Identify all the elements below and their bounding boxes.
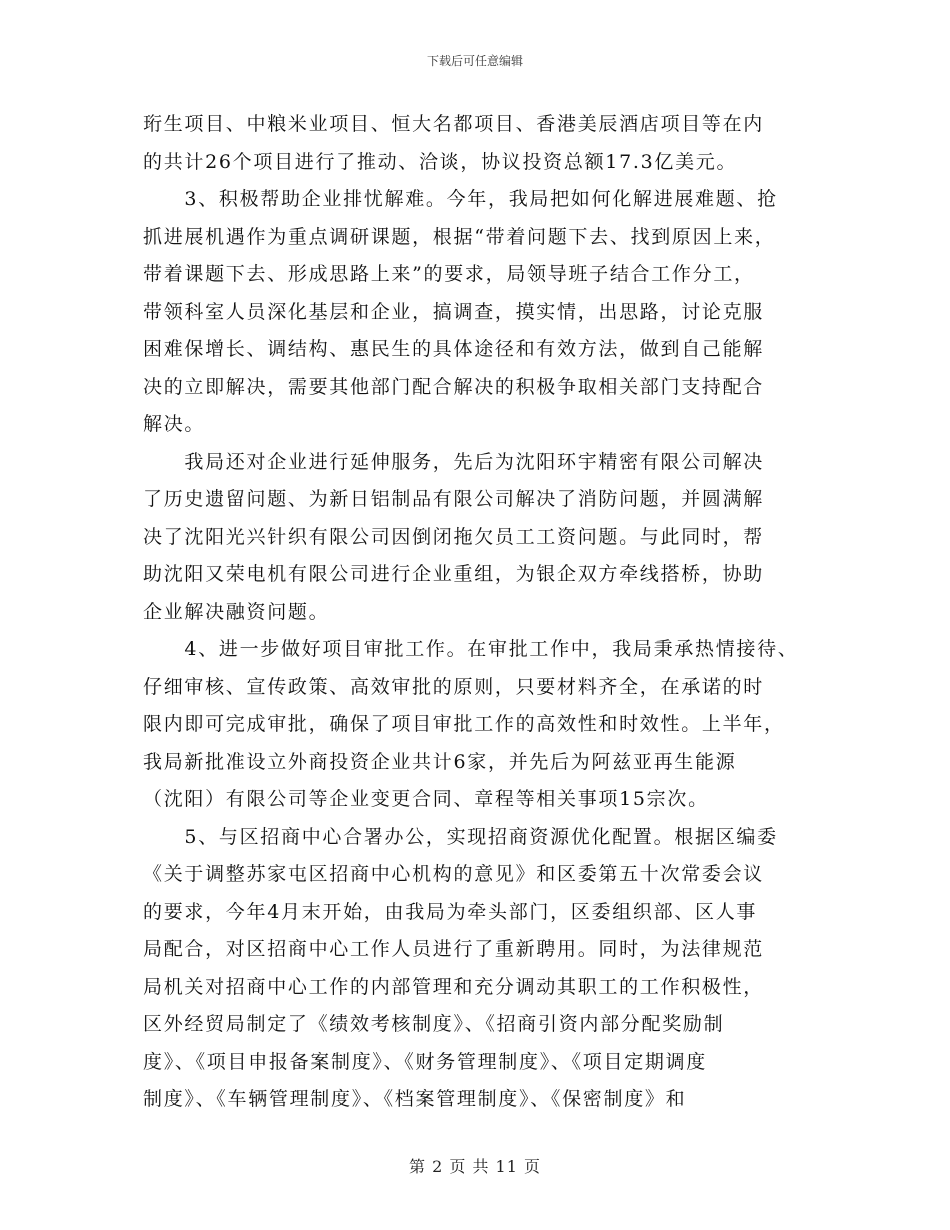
body-line: 带着课题下去、形成思路上来”的要求，局领导班子结合工作分工， bbox=[143, 263, 755, 285]
page-header: 下载后可任意编辑 bbox=[426, 54, 523, 68]
body-line: 局配合，对区招商中心工作人员进行了重新聘用。同时，为法律规范 bbox=[143, 938, 765, 960]
body-line: （沈阳）有限公司等企业变更合同、章程等相关事项15宗次。 bbox=[143, 788, 709, 810]
body-line: 解决。 bbox=[143, 413, 206, 435]
document-body bbox=[143, 106, 823, 1119]
body-line: 带领科室人员深化基层和企业，搞调查，摸实情，出思路，讨论克服 bbox=[143, 300, 765, 323]
body-line: 了历史遗留问题、为新日铝制品有限公司解决了消防问题，并圆满解 bbox=[143, 488, 765, 510]
body-line: 决的立即解决，需要其他部门配合解决的积极争取相关部门支持配合 bbox=[143, 375, 765, 398]
body-line: 决了沈阳光兴针织有限公司因倒闭拖欠员工工资问题。与此同时，帮 bbox=[143, 525, 765, 548]
body-line: 珩生项目、中粮米业项目、恒大名都项目、香港美辰酒店项目等在内 bbox=[143, 113, 765, 135]
page-footer: 第 2 页 共 11 页 bbox=[409, 1157, 541, 1176]
body-line: 的要求，今年4月末开始，由我局为牵头部门，区委组织部、区人事 bbox=[143, 900, 758, 923]
body-line: 企业解决融资问题。 bbox=[143, 600, 330, 623]
body-line: 抓进展机遇作为重点调研课题，根据“带着问题下去、找到原因上来， bbox=[143, 225, 776, 248]
body-line: 《关于调整苏家屯区招商中心机构的意见》和区委第五十次常委会议 bbox=[143, 863, 765, 885]
body-line: 仔细审核、宣传政策、高效审批的原则，只要材料齐全，在承诺的时 bbox=[143, 675, 765, 698]
body-line: 局机关对招商中心工作的内部管理和充分调动其职工的工作积极性， bbox=[143, 975, 765, 998]
body-line: 度》、《项目申报备案制度》、《财务管理制度》、《项目定期调度 bbox=[143, 1050, 708, 1073]
body-line: 4、进一步做好项目审批工作。在审批工作中，我局秉承热情接待、 bbox=[143, 638, 799, 660]
body-line: 5、与区招商中心合署办公，实现招商资源优化配置。根据区编委 bbox=[143, 825, 778, 848]
body-line: 区外经贸局制定了《绩效考核制度》、《招商引资内部分配奖励制 bbox=[143, 1013, 725, 1035]
body-line: 我局还对企业进行延伸服务，先后为沈阳环宇精密有限公司解决 bbox=[143, 450, 765, 473]
body-line: 的共计26个项目进行了推动、洽谈，协议投资总额17.3亿美元。 bbox=[143, 150, 738, 173]
body-line: 我局新批准设立外商投资企业共计6家，并先后为阿兹亚再生能源 bbox=[143, 750, 737, 773]
body-line: 限内即可完成审批，确保了项目审批工作的高效性和时效性。上半年， bbox=[143, 713, 785, 735]
body-line: 制度》、《车辆管理制度》、《档案管理制度》、《保密制度》和 bbox=[143, 1088, 687, 1110]
body-line: 3、积极帮助企业排忧解难。今年，我局把如何化解进展难题、抢 bbox=[143, 188, 778, 210]
body-line: 困难保增长、调结构、惠民生的具体途径和有效方法，做到自己能解 bbox=[143, 338, 765, 360]
body-line: 助沈阳又荣电机有限公司进行企业重组，为银企双方牵线搭桥，协助 bbox=[143, 563, 765, 585]
